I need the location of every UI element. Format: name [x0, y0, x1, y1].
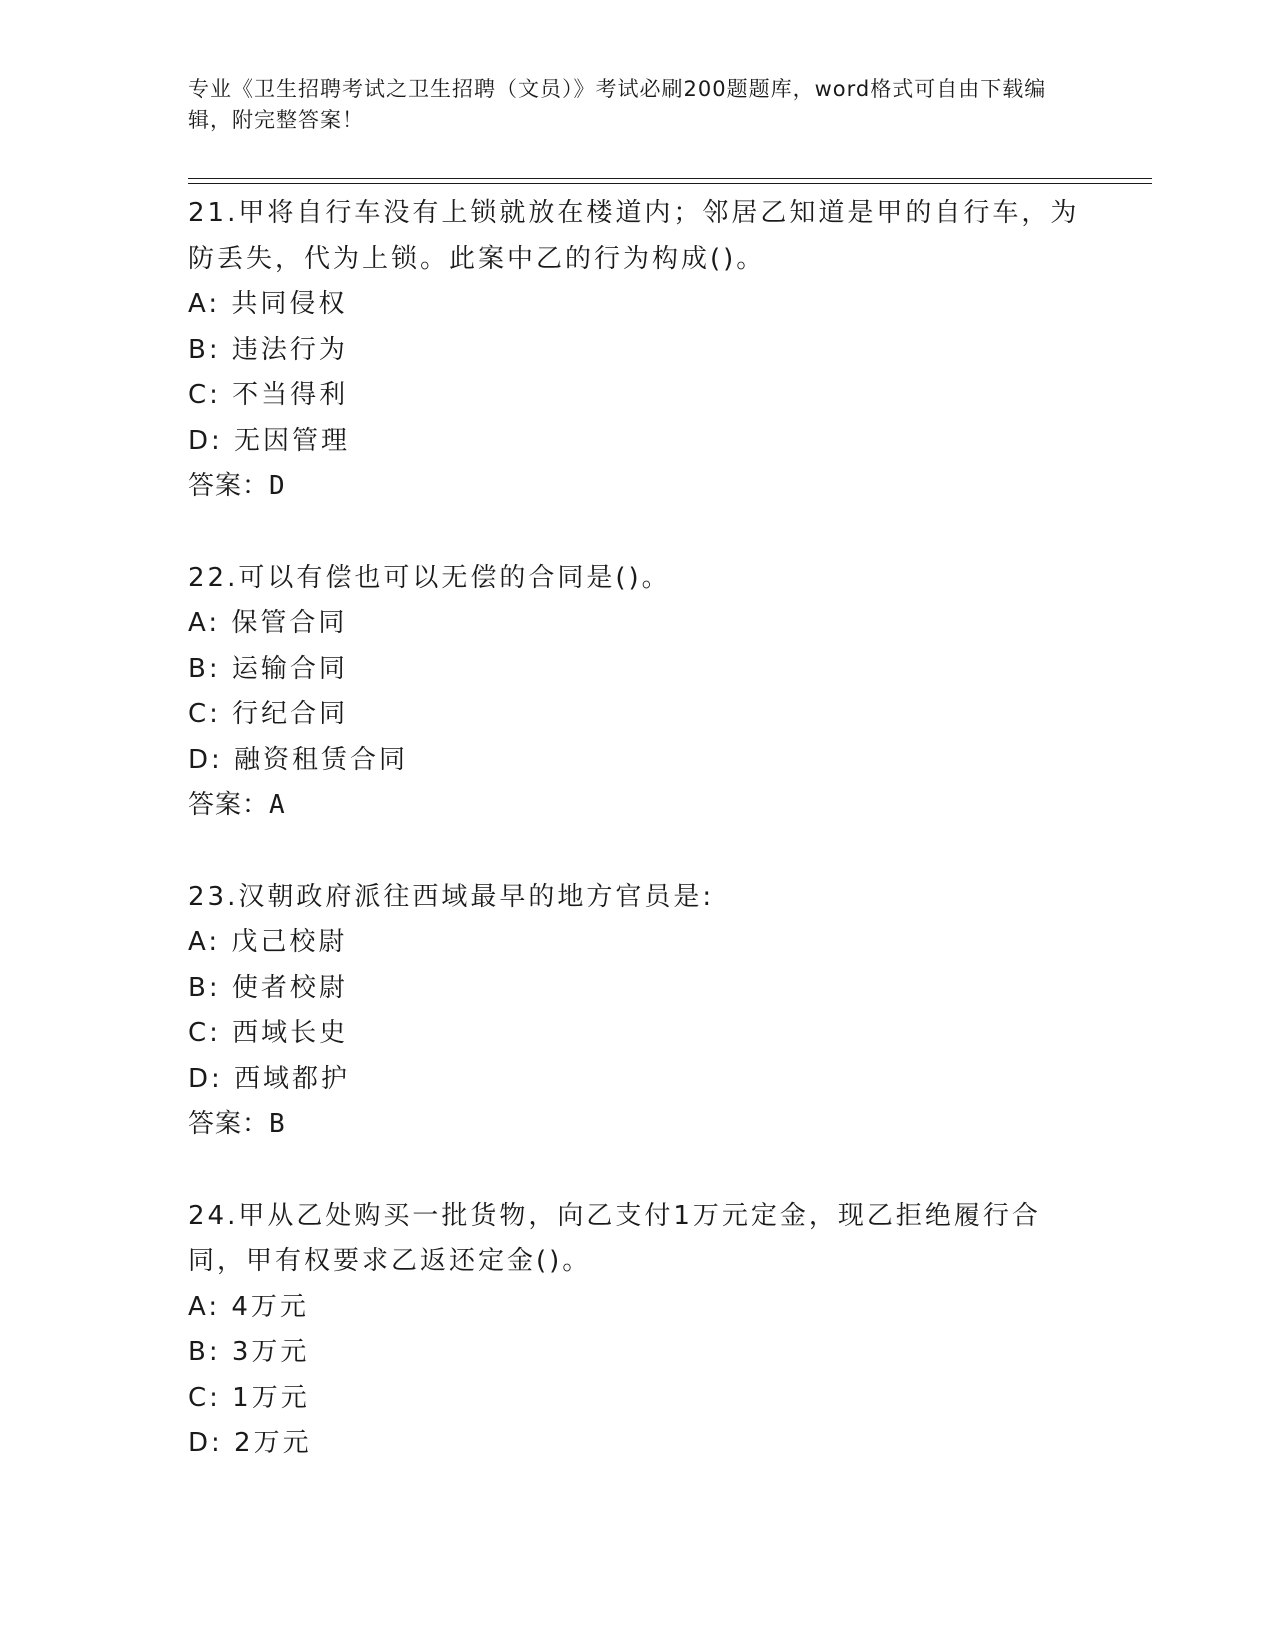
option-b: B: 运输合同: [188, 653, 348, 684]
answer-line: [188, 464, 1088, 510]
option-a: A: 保管合同: [188, 608, 348, 638]
option-a: A: 共同侵权: [188, 289, 348, 319]
question-text: 21.甲将自行车没有上锁就放在楼道内；邻居乙知道是甲的自行车，为防丢失，代为上锁。此案中乙的行为构成()。: [188, 198, 1080, 274]
answer-label: 答案：: [188, 790, 270, 820]
question-text: 24.甲从乙处购买一批货物，向乙支付1万元定金，现乙拒绝履行合同，甲有权要求乙返还定金()。: [188, 1200, 1041, 1276]
header-divider-top: [188, 178, 1152, 179]
question-23: [188, 875, 1088, 1148]
option-c: C: 行纪合同: [188, 699, 349, 729]
header-description: 专业《卫生招聘考试之卫生招聘（文员）》考试必刷200题题库，word格式可自由下载编辑，附完整答案！: [188, 77, 1047, 132]
option-b: B: 违法行为: [188, 334, 348, 365]
option-d: D: 融资租赁合同: [188, 744, 409, 775]
option-b: B: 3万元: [188, 1337, 310, 1367]
option-c: C: 西域长史: [188, 1018, 349, 1048]
option-a: A: 戊己校尉: [188, 927, 348, 957]
header-divider-bottom: [188, 183, 1152, 184]
option-d: D: 2万元: [188, 1428, 312, 1458]
question-text: 22.可以有偿也可以无偿的合同是()。: [188, 562, 671, 593]
answer-value: B: [269, 1109, 286, 1139]
question-list: [188, 191, 1088, 1513]
answer-line: [188, 1102, 1088, 1148]
question-text: 23.汉朝政府派往西域最早的地方官员是:: [188, 881, 715, 912]
answer-line: [188, 783, 1088, 829]
option-c: C: 1万元: [188, 1382, 310, 1413]
option-a: A: 4万元: [188, 1291, 309, 1322]
option-d: D: 西域都护: [188, 1063, 351, 1094]
option-c: C: 不当得利: [188, 380, 349, 410]
question-21: [188, 191, 1088, 510]
answer-label: 答案：: [188, 471, 270, 501]
option-d: D: 无因管理: [188, 425, 351, 456]
document-header: [188, 74, 1068, 136]
question-24: [188, 1194, 1088, 1467]
answer-value: A: [269, 790, 286, 820]
option-b: B: 使者校尉: [188, 972, 348, 1003]
answer-label: 答案：: [188, 1109, 270, 1139]
answer-value: D: [269, 471, 286, 501]
question-22: [188, 556, 1088, 829]
